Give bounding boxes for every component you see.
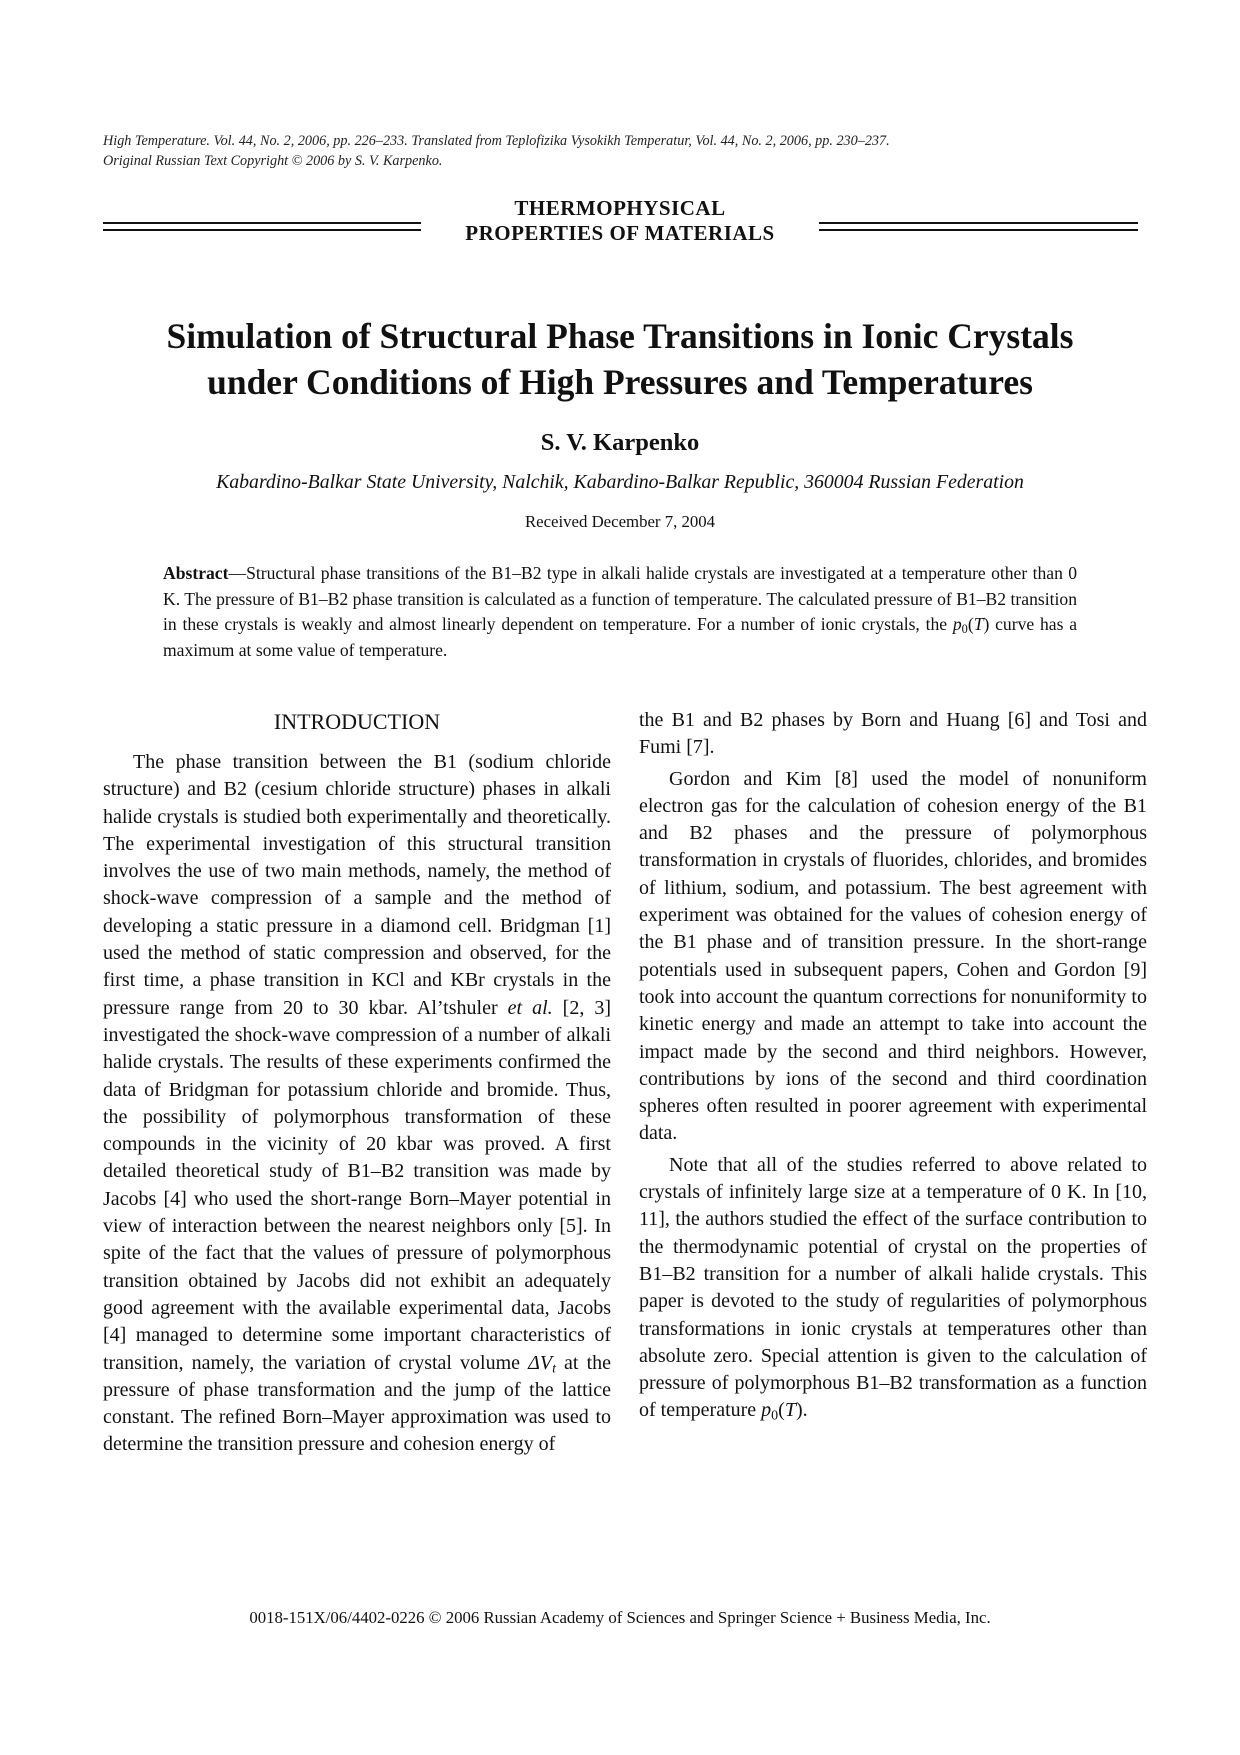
abstract-text-b: ) curve has a maximum at some value of temperature. — [163, 614, 1077, 660]
introduction-heading: INTRODUCTION — [273, 709, 441, 734]
intro-p1-text-c: at the pressure of phase transformation and the jump of the lattice constant. The refined Born–Mayer approximation was used to determine the transition pressure and cohesion energy of — [103, 1351, 612, 1456]
received-date: Received December 7, 2004 — [524, 512, 716, 531]
intro-paragraph-2: Gordon and Kim [8] used the model of nonuniform electron gas for the calculation of cohesion energy of the B1 and B2 phases and the pressure of polymorphous transformation in crystals of fluorides, chlorides, and bromides of lithium, sodium, and potassium. The best agreement with experiment was obtained for the values of cohesion energy of the B1 phase and of transition pressure. In the short-range potentials used in subsequent papers, Cohen and Gordon [9] took into account the quantum corrections for nonuniformity to kinetic energy and made an attempt to take into account the impact made by the second and third neighbors. However, contributions by ions of the second and third coordination spheres often resulted in poorer agreement with experimental data. — [639, 767, 1147, 1145]
journal-citation — [103, 131, 1143, 171]
abstract-p-symbol: p — [952, 614, 962, 634]
section-heading — [430, 196, 810, 246]
intro-paragraph-1-continued: the B1 and B2 phases by Born and Huang [6] and Tosi and Fumi [7]. — [639, 709, 1147, 759]
section-rule-right — [819, 222, 1138, 231]
paper-title — [90, 313, 1150, 405]
title-line-2: under Conditions of High Pressures and Temperatures — [207, 362, 1033, 402]
intro-paragraph-1 — [103, 749, 611, 1459]
abstract — [163, 561, 1077, 663]
intro-p1-text-a: The phase transition between the B1 (sodium chloride structure) and B2 (cesium chloride structure) phases in alkali halide crystals is studied both experimentally and theoretically. The experimental investigation of this structural transition involves the use of two main methods, namely, the method of shock-wave compression of a sample and the method of developing a static pressure in a diamond cell. Bridgman [1] used the method of static compression and observed, for the first time, a phase transition in KCl and KBr crystals in the pressure range from 20 to 30 kbar. Al’tshuler — [103, 751, 611, 1019]
abstract-text-a: —Structural phase transitions of the B1–B2 type in alkali halide crystals are investigated at a temperature other than 0 K. The pressure of B1–B2 phase transition is calculated as a function of temperature. The calculated pressure of B1–B2 transition in these crystals is weakly and almost linearly dependent on temperature. For a number of ionic crystals, the — [163, 563, 1077, 634]
section-heading-line-1: THERMOPHYSICAL — [514, 196, 726, 220]
intro-paragraph-3 — [639, 1152, 1147, 1425]
right-column — [639, 707, 1147, 1425]
intro-p3-end: ). — [795, 1399, 808, 1422]
intro-p3-text: Note that all of the studies referred to above related to crystals of infinitely large size at a temperature of 0 K. In [10, 11], the authors studied the effect of the surface contribution to the thermodynamic potential of crystal on the properties of B1–B2 transition for a number of alkali halide crystals. This paper is devoted to the study of regularities of polymorphous transformations in ionic crystals at temperatures other than absolute zero. Special attention is given to the calculation of pressure of polymorphous B1–B2 transformation as a function of temperature — [639, 1153, 1147, 1422]
intro-p1-text-b: [2, 3] investigated the shock-wave compression of a number of alkali halide crystals. The results of these experiments confirmed the data of Bridgman for potassium chloride and bromide. Thus, the possibility of polymorphous transformation of these compounds in the vicinity of 20 kbar was proved. A first detailed theoretical study of B1–B2 transition was made by Jacobs [4] who used the short-range Born–Mayer potential in view of interaction between the nearest neighbors only [5]. In spite of the fact that the values of pressure of polymorphous transition obtained by Jacobs did not exhibit an adequately good agreement with the available experimental data, Jacobs [4] managed to determine some important characteristics of transition, namely, the variation of crystal volume — [103, 996, 611, 1374]
abstract-paren: ( — [967, 614, 974, 634]
author-name: S. V. Karpenko — [540, 429, 700, 456]
intro-p1-subscript-t: t — [552, 1361, 556, 1377]
intro-p3-p-symbol: p — [761, 1399, 772, 1422]
left-column — [103, 707, 611, 1459]
footer-copyright: 0018-151X/06/4402-0226 © 2006 Russian Academy of Sciences and Springer Science + Business Media, Inc. — [249, 1608, 991, 1627]
abstract-t-symbol: T — [973, 614, 984, 634]
abstract-p-subscript: 0 — [961, 622, 968, 637]
citation-line-2: Original Russian Text Copyright © 2006 by S. V. Karpenko. — [103, 153, 443, 169]
intro-p3-t-symbol: T — [784, 1399, 796, 1422]
section-rule-left — [103, 222, 421, 231]
citation-line-1: High Temperature. Vol. 44, No. 2, 2006, pp. 226–233. Translated from Teplofizika Vysokikh Temperatur, Vol. 44, No. 2, 2006, pp. 230–237. — [103, 133, 890, 149]
section-heading-line-2: PROPERTIES OF MATERIALS — [465, 221, 775, 245]
abstract-label: Abstract — [163, 563, 229, 583]
intro-p3-p-subscript: 0 — [771, 1408, 779, 1424]
intro-p1-delta-v: ΔV — [528, 1351, 553, 1374]
intro-p3-paren: ( — [778, 1399, 785, 1422]
intro-p1-etal: et al. — [507, 996, 553, 1019]
title-line-1: Simulation of Structural Phase Transitions in Ionic Crystals — [166, 316, 1074, 356]
author-affiliation: Kabardino-Balkar State University, Nalchik, Kabardino-Balkar Republic, 360004 Russian Federation — [216, 471, 1024, 493]
